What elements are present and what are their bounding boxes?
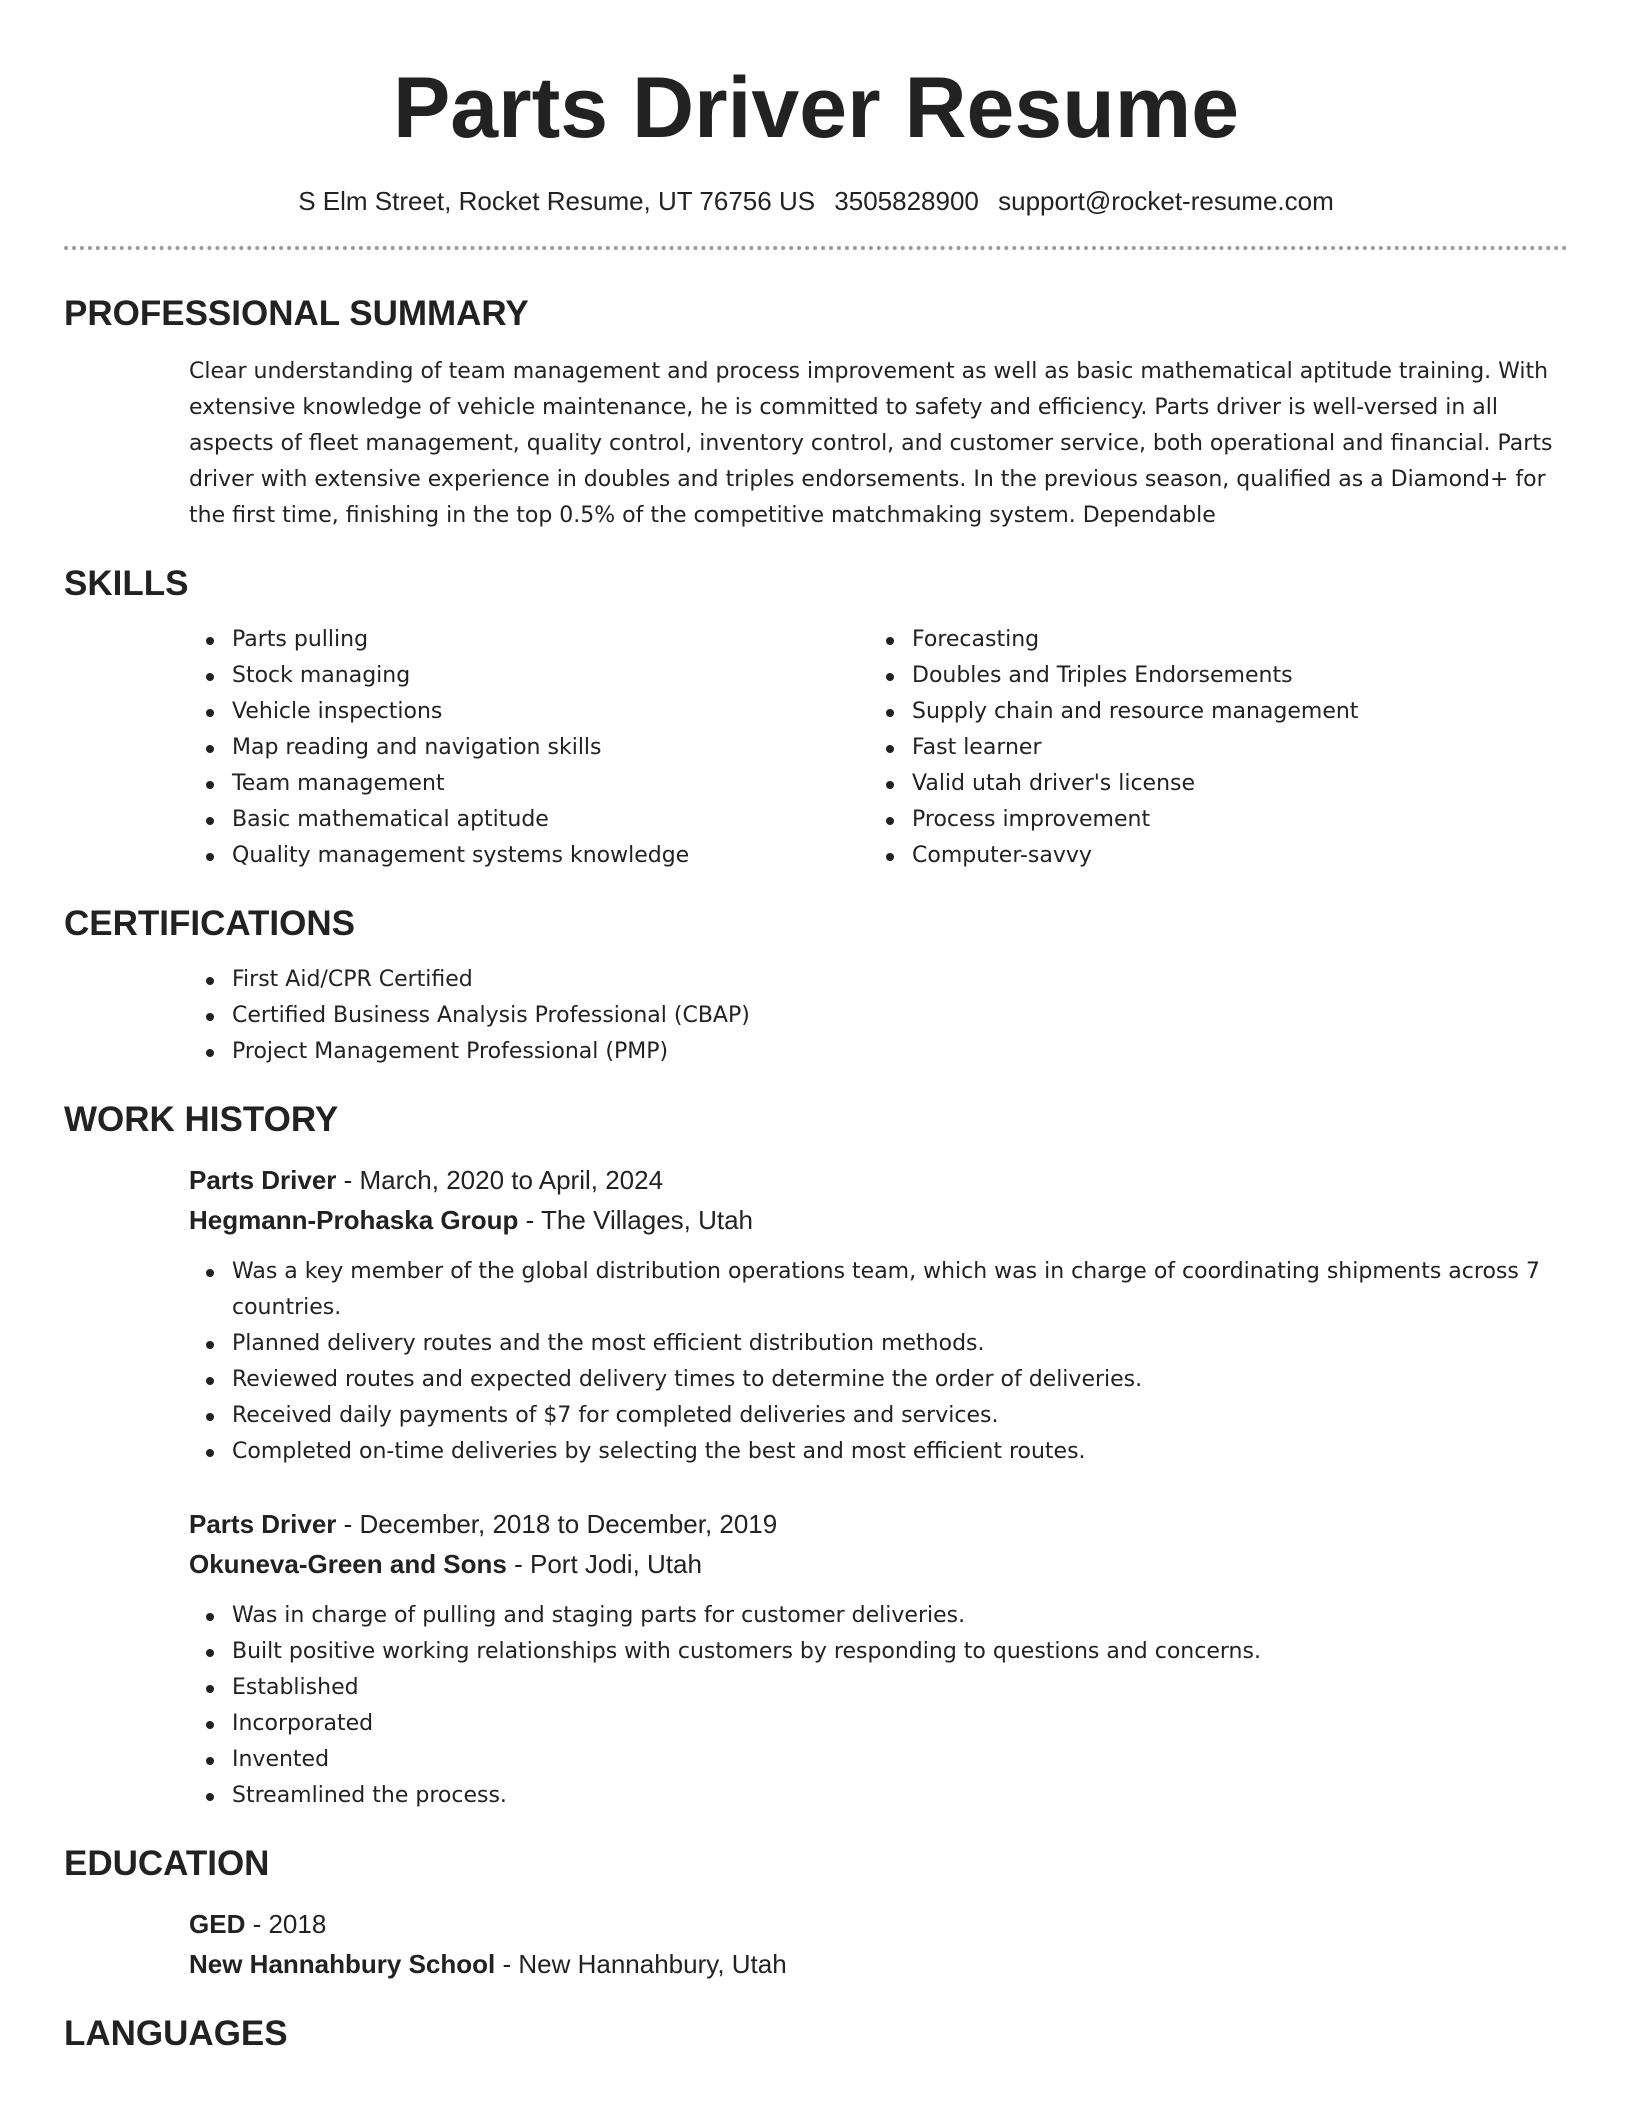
- job-entry: [189, 1160, 1568, 1470]
- job-dates: - December, 2018 to December, 2019: [336, 1509, 778, 1539]
- job-bullets: [189, 1254, 1568, 1470]
- education-school-line: [189, 1944, 1568, 1984]
- job-bullet: Built positive working relationships with customers by responding to questions and concerns.: [189, 1634, 1568, 1670]
- job-location: - Port Jodi, Utah: [506, 1549, 702, 1579]
- skill-item: Parts pulling: [189, 622, 869, 658]
- work-history-heading: WORK HISTORY: [64, 1100, 339, 1139]
- job-entry: [189, 1504, 1568, 1814]
- skill-item: Basic mathematical aptitude: [189, 802, 869, 838]
- skill-item: Process improvement: [869, 802, 1549, 838]
- job-company-line: [189, 1200, 1568, 1240]
- certification-item: Project Management Professional (PMP): [189, 1034, 1568, 1070]
- contact-line: [64, 184, 1568, 218]
- certifications-section: [64, 902, 1568, 1070]
- job-bullet: Established: [189, 1670, 1568, 1706]
- job-title: Parts Driver: [189, 1509, 337, 1539]
- certification-item: Certified Business Analysis Professional (CBAP): [189, 998, 1568, 1034]
- skill-item: Forecasting: [869, 622, 1549, 658]
- resume-title: Parts Driver Resume: [392, 60, 1240, 156]
- header-divider: [64, 246, 1568, 250]
- contact-phone: 3505828900: [834, 186, 979, 216]
- skills-list-right: [869, 622, 1549, 874]
- job-bullet: Incorporated: [189, 1706, 1568, 1742]
- job-company: Hegmann-Prohaska Group: [189, 1205, 519, 1235]
- skill-item: Valid utah driver's license: [869, 766, 1549, 802]
- job-company: Okuneva-Green and Sons: [189, 1549, 507, 1579]
- resume-page: [64, 0, 1568, 2056]
- languages-heading: LANGUAGES: [64, 2014, 288, 2053]
- education-degree-line: [189, 1904, 1568, 1944]
- skill-item: Vehicle inspections: [189, 694, 869, 730]
- skill-item: Fast learner: [869, 730, 1549, 766]
- job-bullet: Was in charge of pulling and staging parts for customer deliveries.: [189, 1598, 1568, 1634]
- skill-item: Map reading and navigation skills: [189, 730, 869, 766]
- certification-item: First Aid/CPR Certified: [189, 962, 1568, 998]
- job-title: Parts Driver: [189, 1165, 337, 1195]
- job-location: - The Villages, Utah: [518, 1205, 754, 1235]
- job-title-line: [189, 1160, 1568, 1200]
- job-bullet: Was a key member of the global distribution operations team, which was in charge of coordinating shipments across 7 countries.: [189, 1254, 1568, 1326]
- education-heading: EDUCATION: [64, 1844, 270, 1883]
- job-bullet: Invented: [189, 1742, 1568, 1778]
- skills-section: [64, 562, 1568, 874]
- job-dates: - March, 2020 to April, 2024: [336, 1165, 664, 1195]
- contact-address: S Elm Street, Rocket Resume, UT 76756 US: [298, 186, 816, 216]
- skill-item: Doubles and Triples Endorsements: [869, 658, 1549, 694]
- education-year: - 2018: [245, 1909, 327, 1939]
- education-location: - New Hannahbury, Utah: [495, 1949, 787, 1979]
- skills-columns: [189, 622, 1568, 874]
- job-bullet: Reviewed routes and expected delivery times to determine the order of deliveries.: [189, 1362, 1568, 1398]
- summary-heading: PROFESSIONAL SUMMARY: [64, 294, 529, 333]
- certifications-list: [189, 962, 1568, 1070]
- skill-item: Supply chain and resource management: [869, 694, 1549, 730]
- job-bullet: Completed on-time deliveries by selecting the best and most efficient routes.: [189, 1434, 1568, 1470]
- skills-list-left: [189, 622, 869, 874]
- summary-text: Clear understanding of team management and process improvement as well as basic mathematical aptitude training. With extensive knowledge of vehicle maintenance, he is committed to safety and efficiency. Parts driver is well-versed in all aspects of fleet management, quality control, inventory control, and customer service, both operational and financial. Parts driver with extensive experience in doubles and triples endorsements. In the previous season, qualified as a Diamond+ for the first time, finishing in the top 0.5% of the competitive matchmaking system. Dependable: [189, 359, 1553, 528]
- job-bullet: Streamlined the process.: [189, 1778, 1568, 1814]
- education-school: New Hannahbury School: [189, 1949, 496, 1979]
- job-bullet: Planned delivery routes and the most efficient distribution methods.: [189, 1326, 1568, 1362]
- languages-section: [64, 2012, 1568, 2056]
- skill-item: Computer-savvy: [869, 838, 1549, 874]
- job-title-line: [189, 1504, 1568, 1544]
- education-degree: GED: [189, 1909, 246, 1939]
- contact-email: support@rocket-resume.com: [998, 186, 1334, 216]
- skill-item: Stock managing: [189, 658, 869, 694]
- job-bullet: Received daily payments of $7 for completed deliveries and services.: [189, 1398, 1568, 1434]
- job-company-line: [189, 1544, 1568, 1584]
- work-history-section: [64, 1098, 1568, 1814]
- summary-section: [64, 292, 1568, 534]
- education-entry: [189, 1904, 1568, 1984]
- education-section: [64, 1842, 1568, 1984]
- certifications-heading: CERTIFICATIONS: [64, 904, 356, 943]
- skill-item: Quality management systems knowledge: [189, 838, 869, 874]
- skills-heading: SKILLS: [64, 564, 189, 603]
- skill-item: Team management: [189, 766, 869, 802]
- job-bullets: [189, 1598, 1568, 1814]
